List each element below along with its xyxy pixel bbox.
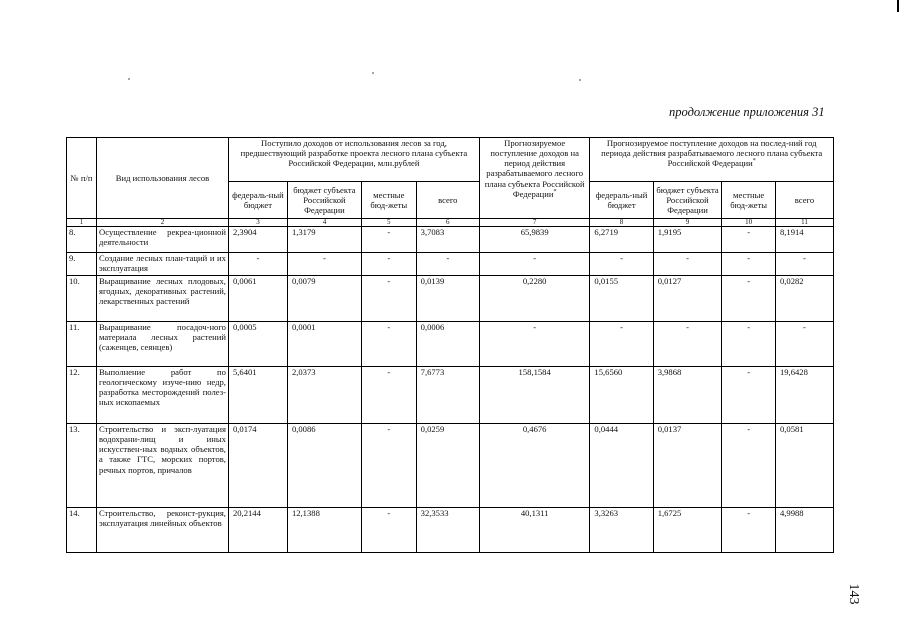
- col-header-forecast-period: [479, 138, 589, 219]
- value-cell: -: [722, 322, 776, 367]
- value-cell: 0,0086: [287, 424, 361, 508]
- value-cell: 7,6773: [416, 367, 479, 424]
- value-cell: 1,3179: [287, 227, 361, 253]
- group-header-forecast-last-year: [590, 138, 834, 182]
- value-cell: -: [361, 253, 416, 276]
- usage-type-cell: Выращивание лесных плодовых, ягодных, декоративных растений, лекарственных растений: [97, 276, 229, 322]
- value-cell: 0,0155: [590, 276, 653, 322]
- value-cell: -: [775, 322, 833, 367]
- value-cell: -: [479, 322, 589, 367]
- value-cell: -: [775, 253, 833, 276]
- value-cell: -: [722, 227, 776, 253]
- table-row: [67, 227, 834, 253]
- scan-speck: [128, 78, 130, 80]
- asterisk-mark: *: [752, 158, 756, 165]
- usage-type-cell: Выполнение работ по геологическому изуче-нию недр, разработка месторождений полез-ных ископаемых: [97, 367, 229, 424]
- scan-speck: [579, 79, 581, 81]
- value-cell: 40,1311: [479, 508, 589, 553]
- value-cell: 0,0282: [775, 276, 833, 322]
- col-header-number: № п/п: [67, 138, 97, 219]
- usage-type-cell: Строительство и эксп-луатация водохрани-лищ и иных искусствен-ных водных объектов, а также ГТС, морских портов, речных портов, причалов: [97, 424, 229, 508]
- value-cell: -: [361, 367, 416, 424]
- column-number: 7: [479, 219, 589, 227]
- subheader-local: местные бюд-жеты: [361, 182, 416, 219]
- column-number: 6: [416, 219, 479, 227]
- table-body: [67, 227, 834, 553]
- value-cell: 0,0444: [590, 424, 653, 508]
- row-number: 9.: [67, 253, 97, 276]
- value-cell: -: [361, 508, 416, 553]
- continuation-caption: продолжение приложения 31: [669, 105, 825, 119]
- row-number: 13.: [67, 424, 97, 508]
- table-row: [67, 367, 834, 424]
- forecast-period-text: Прогнозируемое поступление доходов на период действия разрабатываемого лесного плана субъекта Российской Федерации: [484, 138, 585, 199]
- value-cell: 3,3263: [590, 508, 653, 553]
- subheader-local: местные бюд-жеты: [722, 182, 776, 219]
- subheader-total: всего: [416, 182, 479, 219]
- subheader-federal: федераль-ный бюджет: [590, 182, 653, 219]
- value-cell: 0,0061: [228, 276, 287, 322]
- value-cell: -: [479, 253, 589, 276]
- col-header-usage-type: Вид использования лесов: [97, 138, 229, 219]
- subheader-federal: федераль-ный бюджет: [228, 182, 287, 219]
- column-number: 3: [228, 219, 287, 227]
- value-cell: 3,7083: [416, 227, 479, 253]
- value-cell: 0,0006: [416, 322, 479, 367]
- value-cell: -: [287, 253, 361, 276]
- forecast-last-year-text: Прогнозируемое поступление доходов на послед-ний год периода действия разрабатываемого лесного плана субъекта Российской Федерации: [601, 138, 823, 169]
- value-cell: 1,9195: [653, 227, 722, 253]
- value-cell: -: [361, 322, 416, 367]
- value-cell: 0,0005: [228, 322, 287, 367]
- table-row: [67, 508, 834, 553]
- value-cell: 2,3904: [228, 227, 287, 253]
- row-number: 12.: [67, 367, 97, 424]
- value-cell: -: [722, 508, 776, 553]
- value-cell: 4,9988: [775, 508, 833, 553]
- value-cell: 6,2719: [590, 227, 653, 253]
- usage-type-cell: Создание лесных план-таций и их эксплуатация: [97, 253, 229, 276]
- value-cell: 5,6401: [228, 367, 287, 424]
- row-number: 14.: [67, 508, 97, 553]
- value-cell: -: [722, 367, 776, 424]
- value-cell: 0,0137: [653, 424, 722, 508]
- revenue-table: [66, 137, 834, 553]
- revenue-table-grid: [66, 137, 834, 553]
- column-number: 10: [722, 219, 776, 227]
- value-cell: 2,0373: [287, 367, 361, 424]
- value-cell: -: [361, 276, 416, 322]
- group-header-previous-year: Поступило доходов от использования лесов за год, предшествующий разработке проекта лесного плана субъекта Российской Федерации, млн.рублей: [228, 138, 479, 182]
- column-number: 8: [590, 219, 653, 227]
- table-row: [67, 276, 834, 322]
- value-cell: 1,6725: [653, 508, 722, 553]
- scan-edge-mark: [897, 0, 899, 12]
- value-cell: -: [228, 253, 287, 276]
- subheader-total: всего: [775, 182, 833, 219]
- value-cell: 0,4676: [479, 424, 589, 508]
- value-cell: 0,0259: [416, 424, 479, 508]
- column-number: 11: [775, 219, 833, 227]
- value-cell: 158,1584: [479, 367, 589, 424]
- usage-type-cell: Осуществление рекреа-ционной деятельности: [97, 227, 229, 253]
- usage-type-cell: Выращивание посадоч-ного материала лесных растений (саженцев, сеянцев): [97, 322, 229, 367]
- column-number: 9: [653, 219, 722, 227]
- value-cell: 0,0079: [287, 276, 361, 322]
- table-row: [67, 424, 834, 508]
- value-cell: 65,9839: [479, 227, 589, 253]
- value-cell: -: [361, 227, 416, 253]
- column-number: 5: [361, 219, 416, 227]
- value-cell: -: [722, 253, 776, 276]
- value-cell: 0,0581: [775, 424, 833, 508]
- column-number: 1: [67, 219, 97, 227]
- column-number: 4: [287, 219, 361, 227]
- value-cell: 0,0174: [228, 424, 287, 508]
- scan-speck: [372, 72, 374, 74]
- value-cell: -: [416, 253, 479, 276]
- subheader-regional: бюджет субъекта Российской Федерации: [287, 182, 361, 219]
- subheader-regional: бюджет субъекта Российской Федерации: [653, 182, 722, 219]
- row-number: 10.: [67, 276, 97, 322]
- value-cell: 12,1388: [287, 508, 361, 553]
- asterisk-mark: *: [553, 188, 557, 195]
- value-cell: 0,0139: [416, 276, 479, 322]
- value-cell: -: [590, 253, 653, 276]
- value-cell: 20,2144: [228, 508, 287, 553]
- usage-type-cell: Строительство, реконст-рукция, эксплуатация линейных объектов: [97, 508, 229, 553]
- value-cell: 0,0001: [287, 322, 361, 367]
- row-number: 8.: [67, 227, 97, 253]
- value-cell: -: [722, 424, 776, 508]
- value-cell: -: [653, 322, 722, 367]
- value-cell: -: [361, 424, 416, 508]
- value-cell: 0,2280: [479, 276, 589, 322]
- value-cell: 0,0127: [653, 276, 722, 322]
- value-cell: 15,6560: [590, 367, 653, 424]
- value-cell: 3,9868: [653, 367, 722, 424]
- value-cell: 19,6428: [775, 367, 833, 424]
- row-number: 11.: [67, 322, 97, 367]
- value-cell: -: [590, 322, 653, 367]
- value-cell: 8,1914: [775, 227, 833, 253]
- page-number: 143: [846, 583, 861, 605]
- table-row: [67, 322, 834, 367]
- column-number: 2: [97, 219, 229, 227]
- value-cell: -: [653, 253, 722, 276]
- value-cell: -: [722, 276, 776, 322]
- table-row: [67, 253, 834, 276]
- value-cell: 32,3533: [416, 508, 479, 553]
